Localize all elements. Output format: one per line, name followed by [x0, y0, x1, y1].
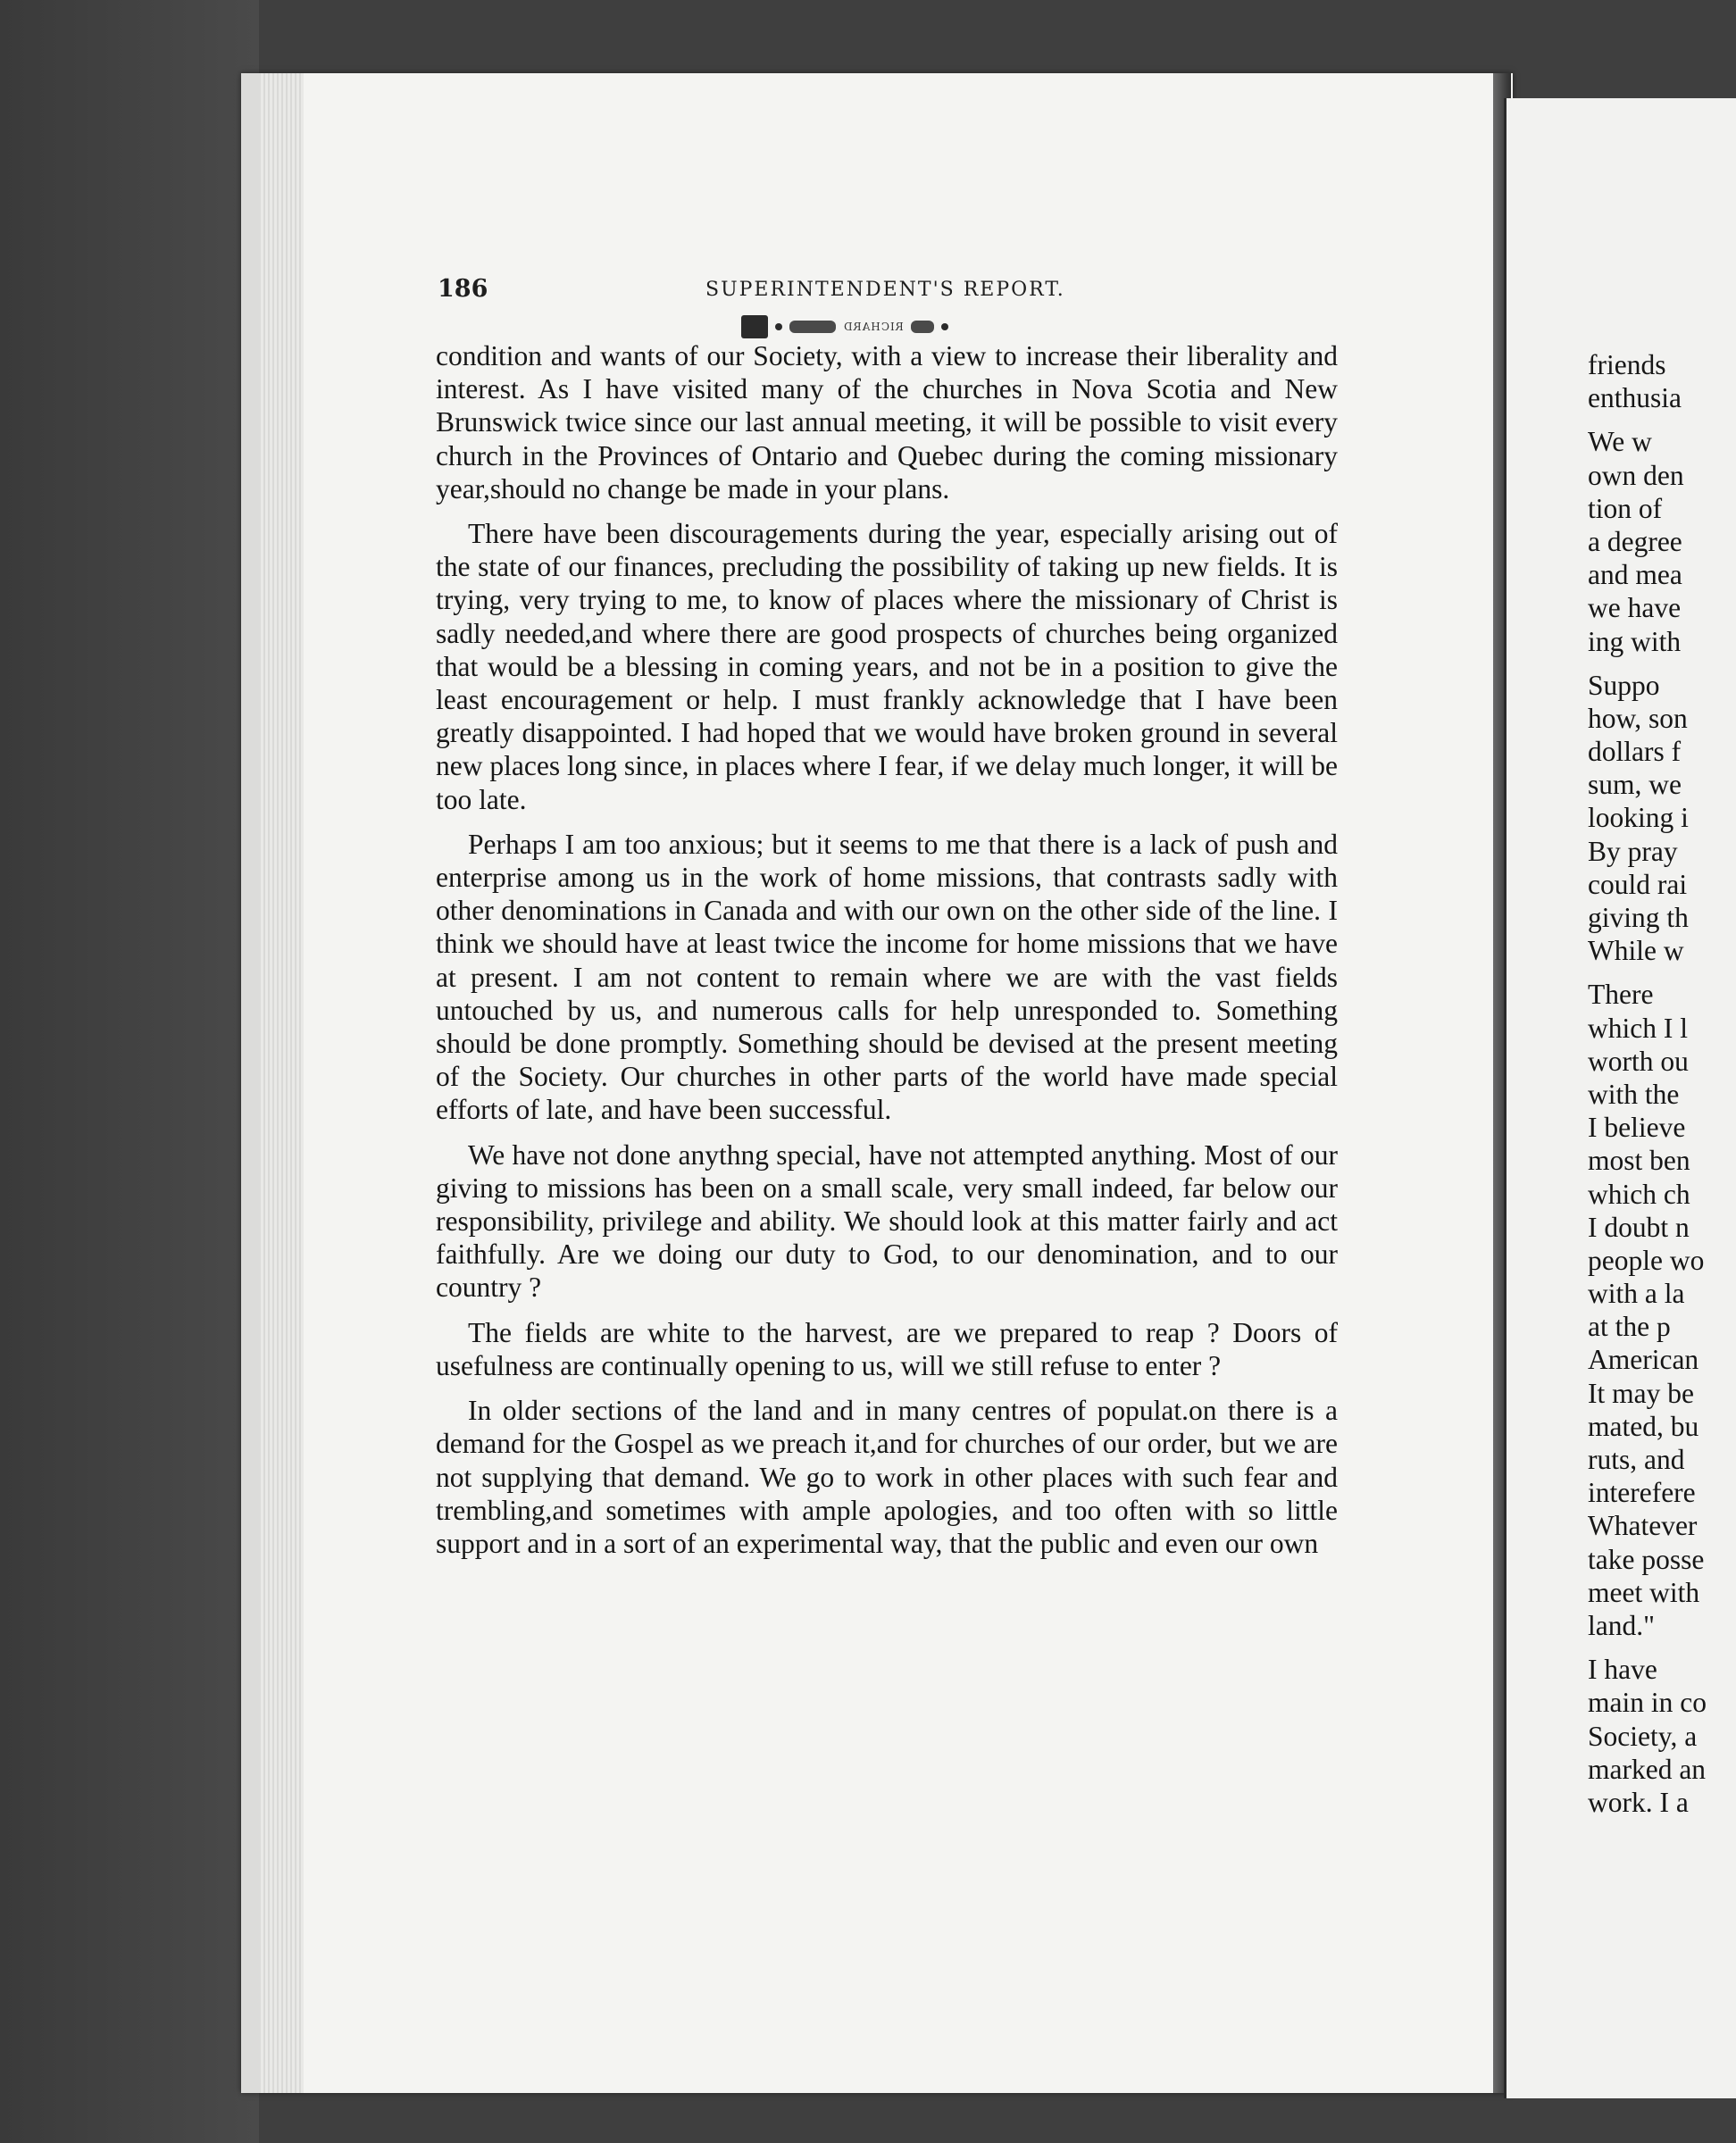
right-page-line: Whatever: [1588, 1510, 1698, 1542]
right-page-line: sum, we: [1588, 769, 1682, 801]
paragraph: The fields are white to the harvest, are we prepared to reap ? Doors of usefulness are continually opening to us, will we still refuse to enter ?: [436, 1316, 1338, 1381]
right-page-line: Suppo: [1588, 669, 1660, 701]
right-page-line: friends: [1588, 349, 1666, 380]
stamp-dot: [775, 323, 782, 330]
right-page-line: tion of: [1588, 492, 1663, 524]
right-page-line: we have: [1588, 592, 1682, 624]
right-page-line: with the: [1588, 1078, 1680, 1110]
left-page-body: [436, 339, 1338, 1572]
right-page-line: could rai: [1588, 868, 1688, 900]
right-page-line: which ch: [1588, 1178, 1690, 1210]
right-page-line: While w: [1588, 935, 1684, 967]
paragraph: In older sections of the land and in many centres of populat.on there is a demand for the Gospel as we preach it,and for churches of our order, but we are not supplying that demand. We go to work in other places with such fear and trembling,and sometimes with ample apologies, and too often with so little support and in a sort of an experimental way, that the public and even our own: [436, 1395, 1338, 1559]
paragraph-gap: [1588, 658, 1736, 669]
right-page-line: mated, bu: [1588, 1410, 1699, 1442]
paragraph: condition and wants of our Society, with a view to increase their liberality and interest. As I have visited many of the churches in Nova Scotia and New Brunswick twice since our last annual meeting, it will be possible to visit every church in the Provinces of Ontario and Quebec during the coming missionary year,should no change be made in your plans.: [436, 340, 1338, 504]
right-page-body: [1588, 348, 1736, 1819]
right-page-line: There: [1588, 979, 1654, 1011]
right-page-line: at the p: [1588, 1311, 1671, 1343]
right-page-line: By pray: [1588, 835, 1678, 867]
paragraph: Perhaps I am too anxious; but it seems to me that there is a lack of push and enterprise among us in the work of home missions, that contrasts sadly with other denominations in Canada and with our own on the other side of the line. I think we should have at least twice the income for home missions that we have at present. I am not content to remain where we are with the vast fields untouched by us, and numerous calls for help unresponded to. Something should be done promptly. Something should be devised at the present meeting of the Society. Our churches in other parts of the world have made special efforts of late, and have been successful.: [436, 828, 1338, 1126]
stamp-dot: [941, 323, 948, 330]
right-page-line: American: [1588, 1344, 1699, 1376]
right-page-line: ing with: [1588, 625, 1682, 657]
right-page-line: people wo: [1588, 1244, 1705, 1276]
right-page-line: a degree: [1588, 525, 1682, 557]
right-page-line: which I l: [1588, 1012, 1688, 1044]
stamp-smear: [911, 321, 934, 333]
right-page-line: We w: [1588, 426, 1652, 458]
right-page-line: ruts, and: [1588, 1444, 1685, 1475]
paragraph-gap: [1588, 967, 1736, 978]
paragraph: There have been discouragements during the year, especially arising out of the state of our finances, precluding the possibility of taking up new fields. It is trying, very trying to me, to know of places where the missionary of Christ is sadly needed,and where there are good prospects of churches being organized that would be a blessing in coming years, and not be in a position to give the least encouragement or help. I must frankly acknowledge that I have been greatly disappointed. I had hoped that we would have broken ground in several new places long since, in places where I fear, if we delay much longer, it will be too late.: [436, 518, 1338, 815]
running-head: [438, 275, 1340, 311]
right-page-line: marked an: [1588, 1753, 1707, 1785]
paragraph: We have not done anythng special, have not attempted anything. Most of our giving to missions has been on a small scale, very small indeed, far below our responsibility, privilege and ability. We should look at this matter fairly and act faithfully. Are we doing our duty to God, to our denomination, and to our country ?: [436, 1138, 1338, 1304]
right-page-line: take posse: [1588, 1543, 1705, 1575]
right-page-line: main in co: [1588, 1687, 1707, 1719]
right-page-line: own den: [1588, 459, 1684, 491]
right-page-line: looking i: [1588, 802, 1689, 834]
right-page-line: I believe: [1588, 1112, 1686, 1144]
right-page-line: It may be: [1588, 1377, 1694, 1409]
right-page-line: worth ou: [1588, 1045, 1689, 1077]
right-page-line: giving th: [1588, 902, 1689, 933]
right-page-line: how, son: [1588, 702, 1688, 734]
stamp-smear: [789, 321, 836, 333]
stamp-blot: [741, 315, 768, 338]
paragraph-gap: [1588, 1642, 1736, 1653]
right-page-line: I doubt n: [1588, 1211, 1690, 1243]
library-stamp: [741, 313, 1009, 341]
right-page-line: and mea: [1588, 559, 1682, 591]
right-page-line: with a la: [1588, 1278, 1685, 1310]
page-number: 186: [438, 275, 488, 303]
paragraph-gap: [1588, 414, 1736, 425]
scan-background: [0, 0, 259, 2143]
right-page-line: Society, a: [1588, 1720, 1698, 1752]
right-page-line: land.": [1588, 1609, 1655, 1641]
right-page-line: meet with: [1588, 1576, 1700, 1608]
right-page-line: enthusia: [1588, 382, 1682, 414]
right-page-line: interefere: [1588, 1477, 1696, 1509]
stamp-text: RICHARD: [843, 321, 904, 333]
right-page-line: most ben: [1588, 1145, 1690, 1177]
running-title: SUPERINTENDENT'S REPORT.: [705, 279, 1065, 301]
right-page-line: work. I a: [1588, 1786, 1689, 1818]
right-page-line: dollars f: [1588, 736, 1682, 768]
page-edge-stack: [261, 73, 304, 2093]
right-page-line: I have: [1588, 1654, 1657, 1686]
